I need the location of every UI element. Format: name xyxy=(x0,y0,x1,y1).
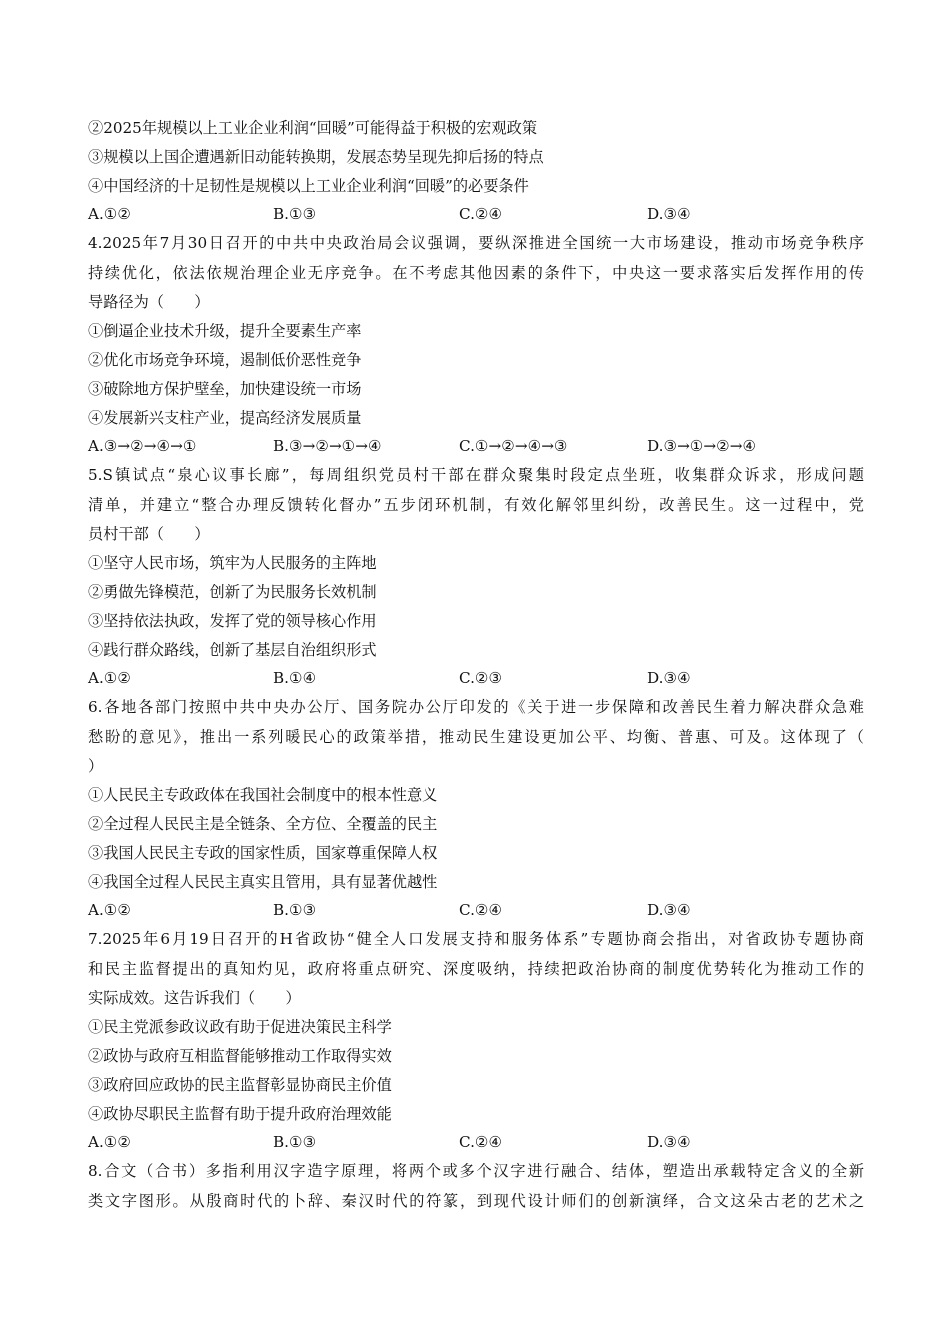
q4-stem-line-1: 4.2025年7月30日召开的中共中央政治局会议强调，要纵深推进全国统一大市场建设，推动市场竞争秩序 xyxy=(88,234,864,252)
q7-statement-3: ③政府回应政协的民主监督彰显协商民主价值 xyxy=(88,1076,392,1094)
q6-choice-d: D.③④ xyxy=(647,901,691,919)
q4-statement-3: ③破除地方保护壁垒，加快建设统一市场 xyxy=(88,380,362,398)
q3-choice-d: D.③④ xyxy=(647,205,691,223)
q6-stem-line-3: ） xyxy=(88,757,104,775)
q5-statement-2: ②勇做先锋模范，创新了为民服务长效机制 xyxy=(88,583,377,601)
q4-statement-4: ④发展新兴支柱产业，提高经济发展质量 xyxy=(88,409,362,427)
q5-stem-line-3: 员村干部（ ） xyxy=(88,525,210,543)
q5-stem-line-2: 清单，并建立“整合办理反馈转化督办”五步闭环机制，有效化解邻里纠纷，改善民生。这一过程中，党 xyxy=(88,496,864,514)
q4-statement-2: ②优化市场竞争环境，遏制低价恶性竞争 xyxy=(88,351,362,369)
q4-choice-b: B.③→②→①→④ xyxy=(273,437,382,455)
q6-choice-b: B.①③ xyxy=(273,901,317,919)
q4-choice-a: A.③→②→④→① xyxy=(88,437,197,455)
q6-statement-2: ②全过程人民民主是全链条、全方位、全覆盖的民主 xyxy=(88,815,438,833)
q5-choice-a: A.①② xyxy=(88,669,132,687)
q6-stem-line-2: 愁盼的意见》，推出一系列暖民心的政策举措，推动民生建设更加公平、均衡、普惠、可及。这体现了（ xyxy=(88,728,864,746)
q4-choice-d: D.③→①→②→④ xyxy=(647,437,757,455)
q3-statement-2: ②2025年规模以上工业企业利润“回暖”可能得益于积极的宏观政策 xyxy=(88,119,538,137)
q7-stem-line-3: 实际成效。这告诉我们（ ） xyxy=(88,989,301,1007)
q7-statement-1: ①民主党派参政议政有助于促进决策民主科学 xyxy=(88,1018,392,1036)
q7-choice-c: C.②④ xyxy=(459,1133,503,1151)
q6-stem-line-1: 6.各地各部门按照中共中央办公厅、国务院办公厅印发的《关于进一步保障和改善民生着力解决群众急难 xyxy=(88,698,864,716)
q4-stem-line-3: 导路径为（ ） xyxy=(88,293,210,311)
q4-stem-line-2: 持续优化，依法依规治理企业无序竞争。在不考虑其他因素的条件下，中央这一要求落实后发挥作用的传 xyxy=(88,264,864,282)
q6-choice-a: A.①② xyxy=(88,901,132,919)
q7-statement-4: ④政协尽职民主监督有助于提升政府治理效能 xyxy=(88,1105,392,1123)
q5-statement-1: ①坚守人民市场，筑牢为人民服务的主阵地 xyxy=(88,554,377,572)
q3-choice-b: B.①③ xyxy=(273,205,317,223)
q6-statement-1: ①人民民主专政政体在我国社会制度中的根本性意义 xyxy=(88,786,438,804)
q5-choice-c: C.②③ xyxy=(459,669,503,687)
q5-choice-b: B.①④ xyxy=(273,669,317,687)
q5-statement-4: ④践行群众路线，创新了基层自治组织形式 xyxy=(88,641,377,659)
q7-choice-a: A.①② xyxy=(88,1133,132,1151)
q7-choices xyxy=(0,1128,950,1156)
q3-choices xyxy=(0,200,950,228)
q6-statement-3: ③我国人民民主专政的国家性质，国家尊重保障人权 xyxy=(88,844,438,862)
q3-choice-c: C.②④ xyxy=(459,205,503,223)
q4-statement-1: ①倒逼企业技术升级，提升全要素生产率 xyxy=(88,322,362,340)
q8-stem-line-1: 8.合文（合书）多指利用汉字造字原理，将两个或多个汉字进行融合、结体，塑造出承载特定含义的全新 xyxy=(88,1162,864,1180)
q3-choice-a: A.①② xyxy=(88,205,132,223)
q5-stem-line-1: 5.S镇试点“泉心议事长廊”，每周组织党员村干部在群众聚集时段定点坐班，收集群众诉求，形成问题 xyxy=(88,466,864,484)
q4-choice-c: C.①→②→④→③ xyxy=(459,437,568,455)
q7-statement-2: ②政协与政府互相监督能够推动工作取得实效 xyxy=(88,1047,392,1065)
q5-choice-d: D.③④ xyxy=(647,669,691,687)
q6-choices xyxy=(0,896,950,924)
q3-statement-4: ④中国经济的十足韧性是规模以上工业企业利润“回暖”的必要条件 xyxy=(88,177,529,195)
q7-stem-line-1: 7.2025年6月19日召开的H省政协“健全人口发展支持和服务体系”专题协商会指出，对省政协专题协商 xyxy=(88,930,864,948)
q6-choice-c: C.②④ xyxy=(459,901,503,919)
q6-statement-4: ④我国全过程人民民主真实且管用，具有显著优越性 xyxy=(88,873,438,891)
q5-statement-3: ③坚持依法执政，发挥了党的领导核心作用 xyxy=(88,612,377,630)
q5-choices xyxy=(0,664,950,692)
q7-choice-d: D.③④ xyxy=(647,1133,691,1151)
q7-stem-line-2: 和民主监督提出的真知灼见，政府将重点研究、深度吸纳，持续把政治协商的制度优势转化为推动工作的 xyxy=(88,960,864,978)
q4-choices xyxy=(0,432,950,460)
q7-choice-b: B.①③ xyxy=(273,1133,317,1151)
q8-stem-line-2: 类文字图形。从殷商时代的卜辞、秦汉时代的符篆，到现代设计师们的创新演绎，合文这朵古老的艺术之 xyxy=(88,1192,864,1210)
q3-statement-3: ③规模以上国企遭遇新旧动能转换期，发展态势呈现先抑后扬的特点 xyxy=(88,148,544,166)
